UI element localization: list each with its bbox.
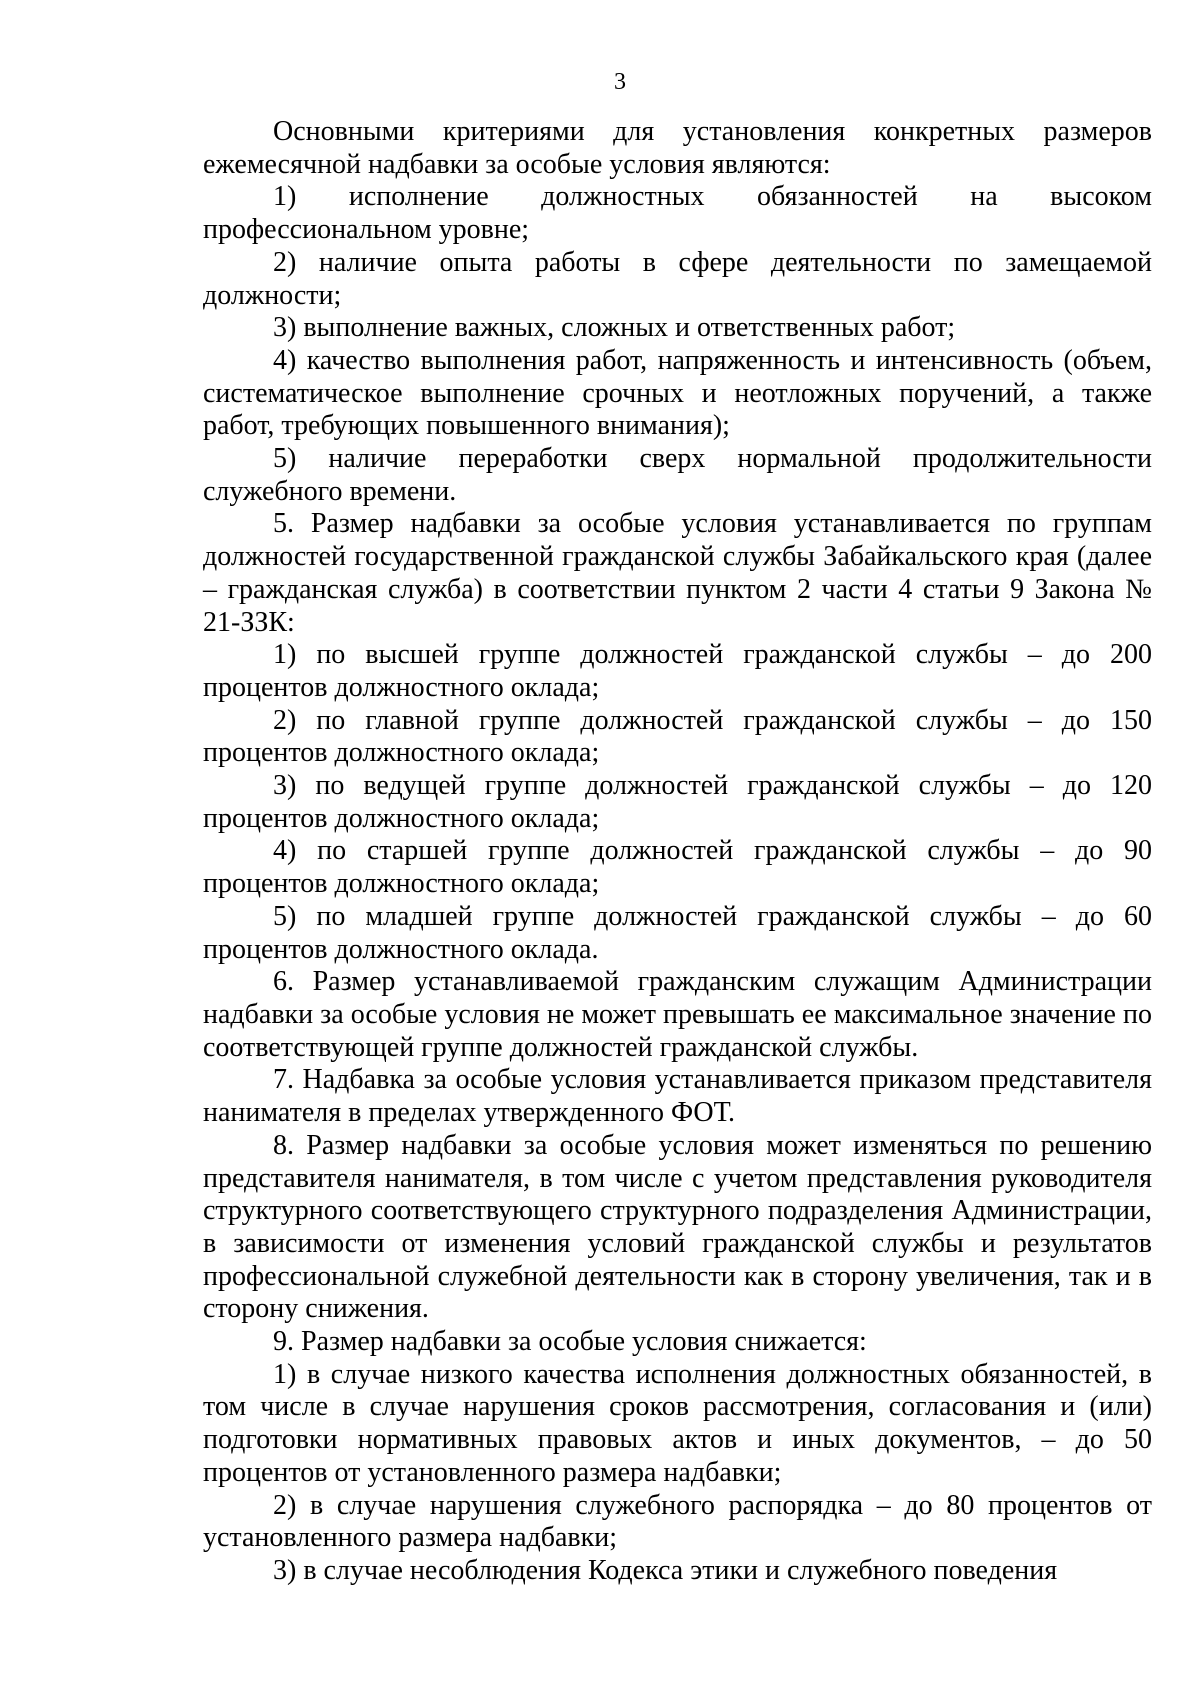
- paragraph-criteria-intro: Основными критериями для установления конкретных размеров ежемесячной надбавки за особые условия являются:: [203, 116, 1152, 180]
- paragraph-criterion-2: 2) наличие опыта работы в сфере деятельности по замещаемой должности;: [203, 246, 1152, 311]
- paragraph-section-7: 7. Надбавка за особые условия устанавливается приказом представителя нанимателя в пределах утвержденного ФОТ.: [203, 1064, 1152, 1129]
- paragraph-reduction-3: 3) в случае несоблюдения Кодекса этики и служебного поведения: [273, 1554, 1058, 1586]
- paragraph-criterion-3: 3) выполнение важных, сложных и ответственных работ;: [273, 312, 956, 344]
- paragraph-criterion-4: 4) качество выполнения работ, напряженность и интенсивность (объем, систематическое выполнение срочных и неотложных поручений, а также работ, требующих повышенного внимания);: [203, 344, 1152, 442]
- document-body: [203, 116, 1152, 1588]
- paragraph-group-junior: 5) по младшей группе должностей гражданской службы – до 60 процентов должностного оклада.: [203, 900, 1152, 965]
- paragraph-section-5: 5. Размер надбавки за особые условия устанавливается по группам должностей государственной гражданской службы Забайкальского края (далее – гражданская служба) в соответствии пунктом 2 части 4 статьи 9 Закона № 21-ЗЗК:: [203, 508, 1152, 638]
- paragraph-reduction-1: 1) в случае низкого качества исполнения должностных обязанностей, в том числе в случае нарушения сроков рассмотрения, согласования и (или) подготовки нормативных правовых актов и иных документов, – до 50 процентов от установленного размера надбавки;: [203, 1358, 1152, 1488]
- paragraph-section-9: 9. Размер надбавки за особые условия снижается:: [273, 1326, 867, 1358]
- paragraph-reduction-2: 2) в случае нарушения служебного распорядка – до 80 процентов от установленного размера надбавки;: [203, 1489, 1152, 1554]
- paragraph-group-main: 2) по главной группе должностей гражданской службы – до 150 процентов должностного оклада;: [203, 704, 1152, 769]
- page-number: 3: [614, 69, 626, 95]
- paragraph-group-leading: 3) по ведущей группе должностей гражданской службы – до 120 процентов должностного оклада;: [203, 770, 1152, 834]
- paragraph-criterion-5: 5) наличие переработки сверх нормальной продолжительности служебного времени.: [203, 443, 1152, 507]
- paragraph-criterion-1: 1) исполнение должностных обязанностей на высоком профессиональном уровне;: [203, 181, 1152, 246]
- paragraph-section-6: 6. Размер устанавливаемой гражданским служащим Администрации надбавки за особые условия не может превышать ее максимальное значение по соответствующей группе должностей гражданской службы.: [203, 966, 1152, 1063]
- paragraph-group-senior: 4) по старшей группе должностей гражданской службы – до 90 процентов должностного оклада;: [203, 835, 1152, 900]
- paragraph-group-highest: 1) по высшей группе должностей гражданской службы – до 200 процентов должностного оклада;: [203, 639, 1152, 703]
- paragraph-section-8: 8. Размер надбавки за особые условия может изменяться по решению представителя нанимателя, в том числе с учетом представления руководителя структурного соответствующего структурного подразделения Администрации, в зависимости от изменения условий гражданской службы и результатов профессиональной служебной деятельности как в сторону увеличения, так и в сторону снижения.: [203, 1129, 1152, 1325]
